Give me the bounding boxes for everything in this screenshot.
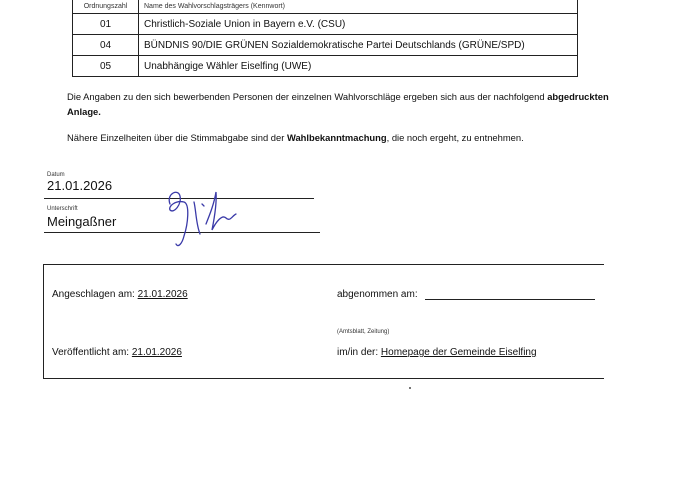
posted-label: Angeschlagen am: <box>52 289 135 300</box>
posted-date: 21.01.2026 <box>137 289 188 300</box>
table-row <box>73 35 578 56</box>
row-name: BÜNDNIS 90/DIE GRÜNEN Sozialdemokratische Partei Deutschlands (GRÜNE/SPD) <box>139 35 578 56</box>
table-row <box>73 14 578 35</box>
details-bold: Wahlbekanntmachung <box>286 132 387 143</box>
details-paragraph <box>67 130 627 145</box>
posting-box <box>43 264 604 379</box>
publication-sublabel: (Amtsblatt, Zeitung) <box>337 329 390 335</box>
table-row <box>73 56 578 77</box>
table-header-row <box>73 0 578 14</box>
published-row <box>52 347 182 358</box>
published-label: Veröffentlicht am: <box>52 347 130 358</box>
removed-label: abgenommen am: <box>337 289 418 300</box>
inout-label: im/in der: <box>337 347 379 358</box>
published-date: 21.01.2026 <box>131 347 182 358</box>
nominations-table <box>72 0 578 77</box>
published-where: Homepage der Gemeinde Eiselfing <box>380 347 537 358</box>
posted-row <box>52 289 188 300</box>
row-number: 05 <box>73 56 139 77</box>
removed-line <box>425 299 595 300</box>
handwritten-signature <box>160 184 250 254</box>
candidates-info-paragraph <box>67 89 627 119</box>
header-ordnungszahl: Ordnungszahl <box>73 0 139 14</box>
header-name: Name des Wahlvorschlagsträgers (Kennwort) <box>139 0 578 14</box>
date-value: 21.01.2026 <box>47 178 113 193</box>
row-name: Unabhängige Wähler Eiselfing (UWE) <box>139 56 578 77</box>
row-name: Christlich-Soziale Union in Bayern e.V. (CSU) <box>139 14 578 35</box>
published-where-row <box>337 347 537 358</box>
signature-label: Unterschrift <box>47 206 78 212</box>
details-text: Nähere Einzelheiten über die Stimmabgabe sind der <box>67 132 287 143</box>
row-number: 01 <box>73 14 139 35</box>
scan-speck <box>409 387 411 389</box>
row-number: 04 <box>73 35 139 56</box>
signer-name: Meingaßner <box>47 214 117 229</box>
date-label: Datum <box>47 172 65 178</box>
candidates-info-bold: abgedruckten Anlage. <box>67 91 609 117</box>
details-tail: , die noch ergeht, zu entnehmen. <box>386 132 524 143</box>
candidates-info-text: Die Angaben zu den sich bewerbenden Personen der einzelnen Wahlvorschläge ergeben sich aus der nachfolgend <box>67 91 545 102</box>
